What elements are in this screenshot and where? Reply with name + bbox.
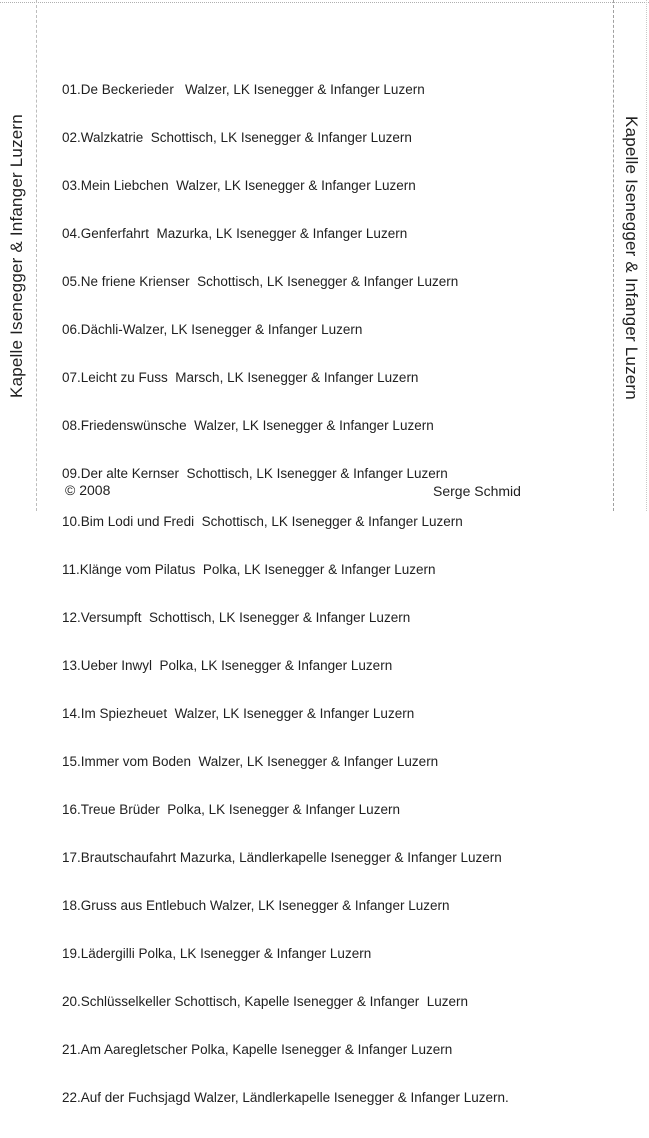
track-item: 14.Im Spiezheuet Walzer, LK Isenegger & Infanger Luzern [62, 706, 415, 721]
track-item: 11.Klänge vom Pilatus Polka, LK Isenegger & Infanger Luzern [62, 562, 436, 577]
track-item: 08.Friedenswünsche Walzer, LK Isenegger & Infanger Luzern [62, 418, 434, 433]
credit-text: Serge Schmid [433, 483, 521, 499]
track-item: 06.Dächli-Walzer, LK Isenegger & Infanger Luzern [62, 322, 363, 337]
track-item: 22.Auf der Fuchsjagd Walzer, Ländlerkapelle Isenegger & Infanger Luzern. [62, 1090, 509, 1105]
track-item: 17.Brautschaufahrt Mazurka, Ländlerkapelle Isenegger & Infanger Luzern [62, 850, 502, 865]
track-item: 15.Immer vom Boden Walzer, LK Isenegger & Infanger Luzern [62, 754, 439, 769]
track-item: 18.Gruss aus Entlebuch Walzer, LK Isenegger & Infanger Luzern [62, 898, 450, 913]
spine-right-title: Kapelle Isenegger & Infanger Luzern [622, 116, 641, 400]
track-item: 03.Mein Liebchen Walzer, LK Isenegger & Infanger Luzern [62, 178, 416, 193]
track-item: 09.Der alte Kernser Schottisch, LK Isenegger & Infanger Luzern [62, 466, 448, 481]
right-fold-line [613, 0, 614, 511]
track-item: 20.Schlüsselkeller Schottisch, Kapelle Isenegger & Infanger Luzern [62, 994, 468, 1009]
track-item: 01.De Beckerieder Walzer, LK Isenegger & Infanger Luzern [62, 82, 425, 97]
track-item: 07.Leicht zu Fuss Marsch, LK Isenegger & Infanger Luzern [62, 370, 419, 385]
track-item: 19.Lädergilli Polka, LK Isenegger & Infanger Luzern [62, 946, 372, 961]
track-item: 16.Treue Brüder Polka, LK Isenegger & Infanger Luzern [62, 802, 400, 817]
track-item: 05.Ne friene Krienser Schottisch, LK Isenegger & Infanger Luzern [62, 274, 459, 289]
copyright-text: © 2008 [65, 482, 111, 498]
top-cut-line [0, 2, 649, 3]
track-item: 13.Ueber Inwyl Polka, LK Isenegger & Infanger Luzern [62, 658, 393, 673]
left-fold-line [36, 0, 37, 511]
spine-left-title: Kapelle Isenegger & Infanger Luzern [7, 114, 26, 398]
track-item: 12.Versumpft Schottisch, LK Isenegger & Infanger Luzern [62, 610, 411, 625]
right-cut-line [646, 0, 647, 511]
track-list [62, 50, 509, 1138]
track-item: 10.Bim Lodi und Fredi Schottisch, LK Isenegger & Infanger Luzern [62, 514, 463, 529]
track-item: 02.Walzkatrie Schottisch, LK Isenegger & Infanger Luzern [62, 130, 412, 145]
track-item: 04.Genferfahrt Mazurka, LK Isenegger & Infanger Luzern [62, 226, 408, 241]
track-item: 21.Am Aaregletscher Polka, Kapelle Isenegger & Infanger Luzern [62, 1042, 453, 1057]
